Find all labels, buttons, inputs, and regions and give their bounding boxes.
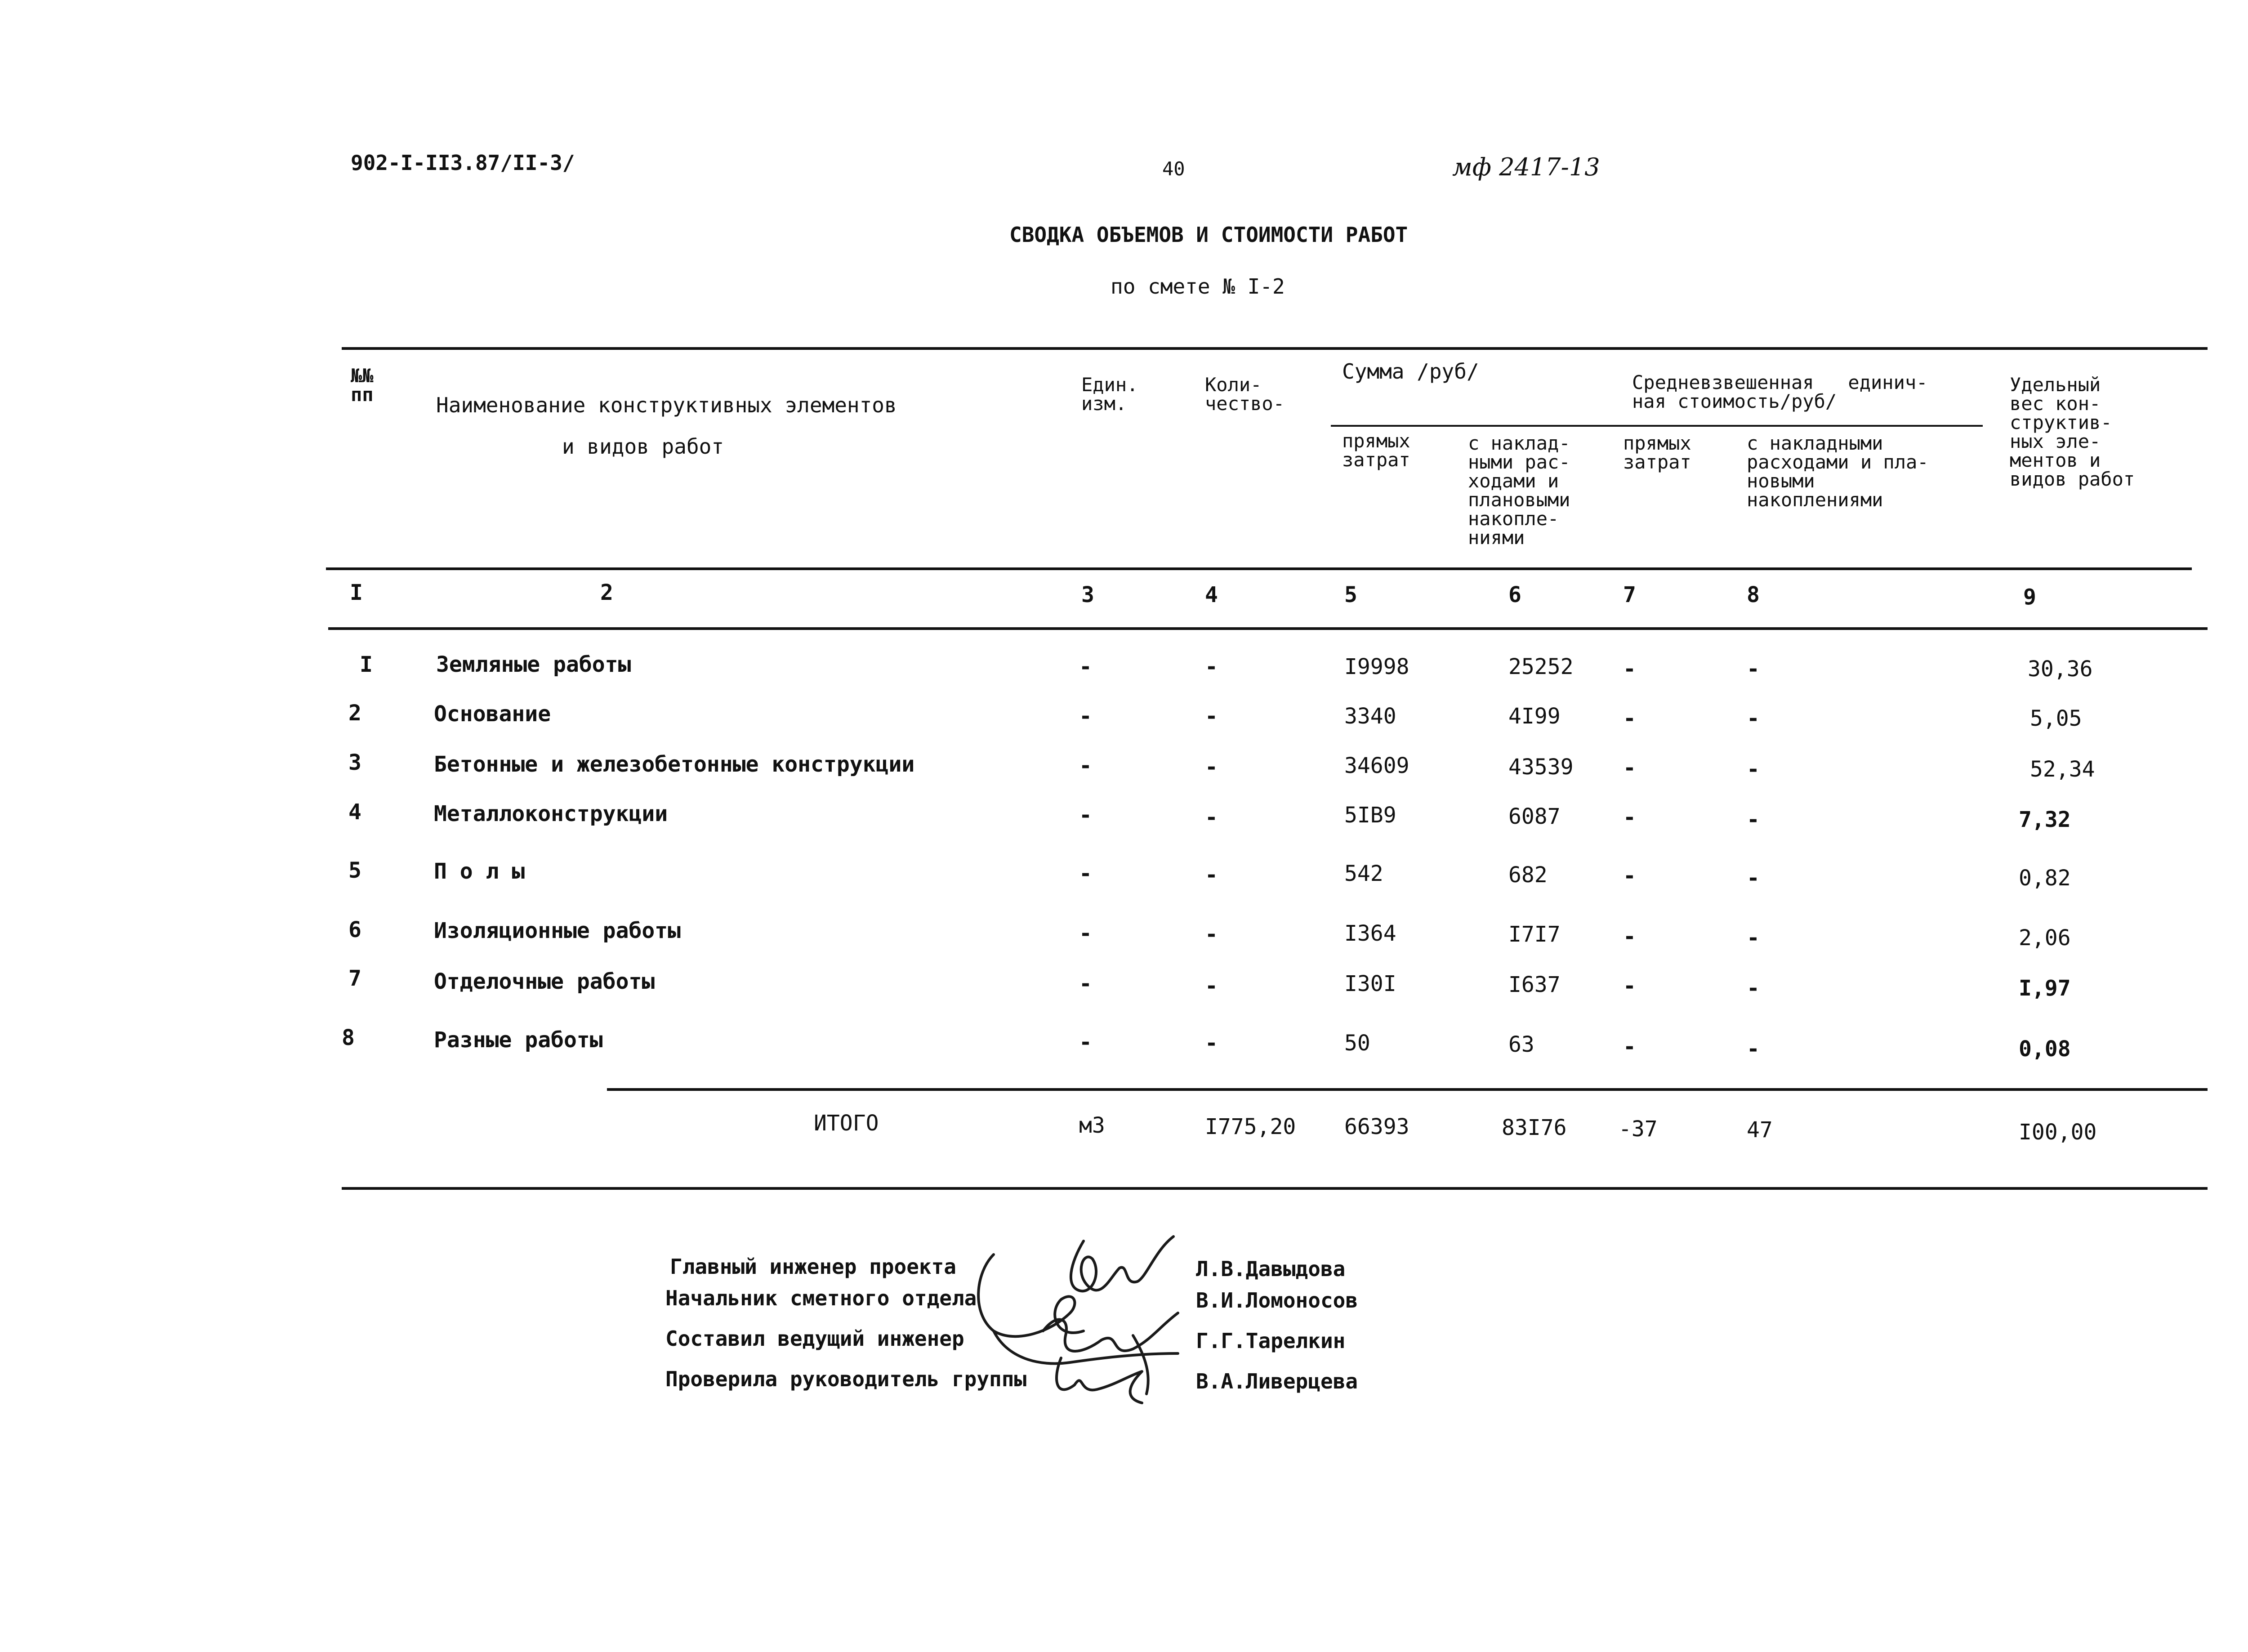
- row-num: 4: [348, 799, 361, 825]
- total-qty: I775,20: [1205, 1114, 1296, 1139]
- col-number-8: 8: [1747, 582, 1760, 607]
- row-share: 0,08: [2019, 1036, 2071, 1062]
- document-title: СВОДКА ОБЪЕМОВ И СТОИМОСТИ РАБОТ: [1009, 223, 1408, 247]
- row-sum-direct: I30I: [1344, 971, 1396, 996]
- column-numbers-rule: [328, 627, 2208, 630]
- header-num: №№ пп: [351, 365, 374, 406]
- row-qty: -: [1205, 973, 1218, 999]
- row-avg-direct: -: [1623, 924, 1636, 949]
- row-sum-direct: 5IB9: [1344, 803, 1396, 828]
- col-number-4: 4: [1205, 582, 1218, 607]
- row-num: 7: [348, 966, 361, 991]
- row-avg-overhead: -: [1747, 757, 1760, 782]
- row-name: Основание: [434, 701, 551, 727]
- col-number-1: I: [350, 580, 363, 605]
- row-sum-direct: 3340: [1344, 704, 1396, 729]
- row-avg-overhead: -: [1747, 1036, 1760, 1062]
- row-name: Металлоконструкции: [434, 801, 668, 826]
- row-unit: -: [1079, 971, 1092, 996]
- signature-name: Л.В.Давыдова: [1196, 1257, 1346, 1281]
- col-number-2: 2: [600, 580, 613, 605]
- total-avg-overhead: 47: [1747, 1117, 1773, 1143]
- row-qty: -: [1205, 922, 1218, 947]
- row-avg-overhead: -: [1747, 866, 1760, 891]
- header-sum-overhead: с наклад- ными рас- ходами и плановыми накопле- ниями: [1468, 432, 1570, 549]
- row-name: Изоляционные работы: [434, 918, 681, 943]
- signature-name: Г.Г.Тарелкин: [1196, 1329, 1346, 1353]
- row-sum-overhead: 63: [1508, 1032, 1534, 1057]
- row-qty: -: [1205, 805, 1218, 830]
- table-bottom-rule: [342, 1187, 2208, 1190]
- page-number: 40: [1162, 158, 1185, 180]
- row-num: 8: [342, 1025, 355, 1050]
- signature-role: Главный инженер проекта: [670, 1255, 956, 1279]
- row-share: 5,05: [2030, 706, 2082, 731]
- avg-group-rule: [1614, 425, 1983, 427]
- row-name: Разные работы: [434, 1027, 603, 1053]
- table-top-rule: [342, 347, 2208, 350]
- row-num: 6: [348, 917, 361, 942]
- row-avg-direct: -: [1623, 805, 1636, 830]
- row-share: 2,06: [2019, 925, 2071, 951]
- header-qty: Коли- чество-: [1205, 374, 1285, 415]
- row-avg-overhead: -: [1747, 706, 1760, 731]
- row-qty: -: [1205, 862, 1218, 888]
- total-share: I00,00: [2019, 1120, 2097, 1145]
- row-sum-overhead: I637: [1508, 972, 1561, 997]
- signature-role: Составил ведущий инженер: [665, 1326, 964, 1351]
- row-sum-overhead: 43539: [1508, 755, 1574, 780]
- signature-name: В.А.Ливерцева: [1196, 1369, 1358, 1393]
- row-unit: -: [1079, 654, 1092, 679]
- row-num: I: [360, 652, 373, 677]
- total-sum-direct: 66393: [1344, 1114, 1409, 1139]
- row-avg-overhead: -: [1747, 656, 1760, 682]
- signature-name: В.И.Ломоносов: [1196, 1288, 1358, 1313]
- row-avg-direct: -: [1623, 973, 1636, 999]
- row-name: Бетонные и железобетонные конструкции: [434, 752, 915, 777]
- row-avg-direct: -: [1623, 755, 1636, 781]
- row-share: 0,82: [2019, 866, 2071, 891]
- document-subtitle: по смете № I-2: [1111, 274, 1285, 299]
- total-unit: м3: [1079, 1113, 1105, 1138]
- row-sum-overhead: 25252: [1508, 654, 1574, 679]
- row-sum-direct: 50: [1344, 1031, 1370, 1056]
- archive-number: мф 2417-13: [1452, 153, 1600, 181]
- header-avg-overhead: с накладными расходами и пла- новыми накоплениями: [1747, 432, 1929, 511]
- header-name: Наименование конструктивных элементов и видов работ: [436, 393, 897, 459]
- row-avg-overhead: -: [1747, 925, 1760, 951]
- header-sum-group: Сумма /руб/: [1342, 359, 1479, 384]
- row-sum-overhead: 6087: [1508, 804, 1561, 829]
- header-sum-direct: прямых затрат: [1342, 430, 1410, 471]
- row-sum-overhead: 4I99: [1508, 704, 1561, 729]
- row-sum-direct: I9998: [1344, 654, 1409, 679]
- row-num: 3: [348, 750, 361, 775]
- row-unit: -: [1079, 1030, 1092, 1055]
- total-top-rule: [607, 1088, 2208, 1091]
- row-unit: -: [1079, 704, 1092, 729]
- row-sum-direct: 34609: [1344, 753, 1409, 778]
- row-unit: -: [1079, 861, 1092, 886]
- row-avg-direct: -: [1623, 1034, 1636, 1059]
- row-sum-overhead: I7I7: [1508, 922, 1561, 947]
- row-qty: -: [1205, 704, 1218, 729]
- row-sum-overhead: 682: [1508, 862, 1548, 888]
- total-label: ИТОГО: [814, 1111, 879, 1136]
- row-share: I,97: [2019, 976, 2071, 1001]
- row-avg-overhead: -: [1747, 976, 1760, 1001]
- row-avg-overhead: -: [1747, 807, 1760, 832]
- row-qty: -: [1205, 1031, 1218, 1056]
- row-avg-direct: -: [1623, 863, 1636, 889]
- row-unit: -: [1079, 753, 1092, 778]
- row-unit: -: [1079, 803, 1092, 828]
- row-sum-direct: 542: [1344, 861, 1383, 886]
- row-qty: -: [1205, 755, 1218, 780]
- total-sum-overhead: 83I76: [1502, 1115, 1567, 1140]
- row-avg-direct: -: [1623, 656, 1636, 682]
- document-code: 902-I-II3.87/II-3/: [351, 151, 575, 175]
- header-bottom-rule: [326, 567, 2192, 570]
- row-name: Отделочные работы: [434, 969, 655, 994]
- row-num: 5: [348, 858, 361, 883]
- row-share: 30,36: [2028, 656, 2093, 682]
- col-number-5: 5: [1344, 582, 1357, 607]
- col-number-9: 9: [2023, 585, 2036, 610]
- row-share: 7,32: [2019, 807, 2071, 832]
- header-avg-direct: прямых затрат: [1623, 432, 1691, 473]
- row-num: 2: [348, 701, 361, 726]
- row-name: Земляные работы: [436, 652, 631, 677]
- signature-role: Начальник сметного отдела: [665, 1286, 977, 1310]
- signature-role: Проверила руководитель группы: [665, 1367, 1027, 1391]
- col-number-6: 6: [1508, 582, 1521, 607]
- row-name: П о л ы: [434, 859, 525, 884]
- header-avg-group: Средневзвешенная единич- ная стоимость/руб/: [1632, 371, 1928, 412]
- handwritten-signatures: [967, 1223, 1200, 1412]
- row-qty: -: [1205, 654, 1218, 679]
- row-avg-direct: -: [1623, 706, 1636, 731]
- header-share: Удельный вес кон- структив- ных эле- ментов и видов работ: [2010, 374, 2135, 490]
- row-share: 52,34: [2030, 757, 2095, 782]
- row-unit: -: [1079, 921, 1092, 946]
- col-number-7: 7: [1623, 582, 1636, 607]
- row-sum-direct: I364: [1344, 921, 1396, 946]
- header-unit: Един. изм.: [1081, 374, 1138, 415]
- col-number-3: 3: [1081, 582, 1094, 607]
- total-avg-direct: -37: [1619, 1116, 1658, 1142]
